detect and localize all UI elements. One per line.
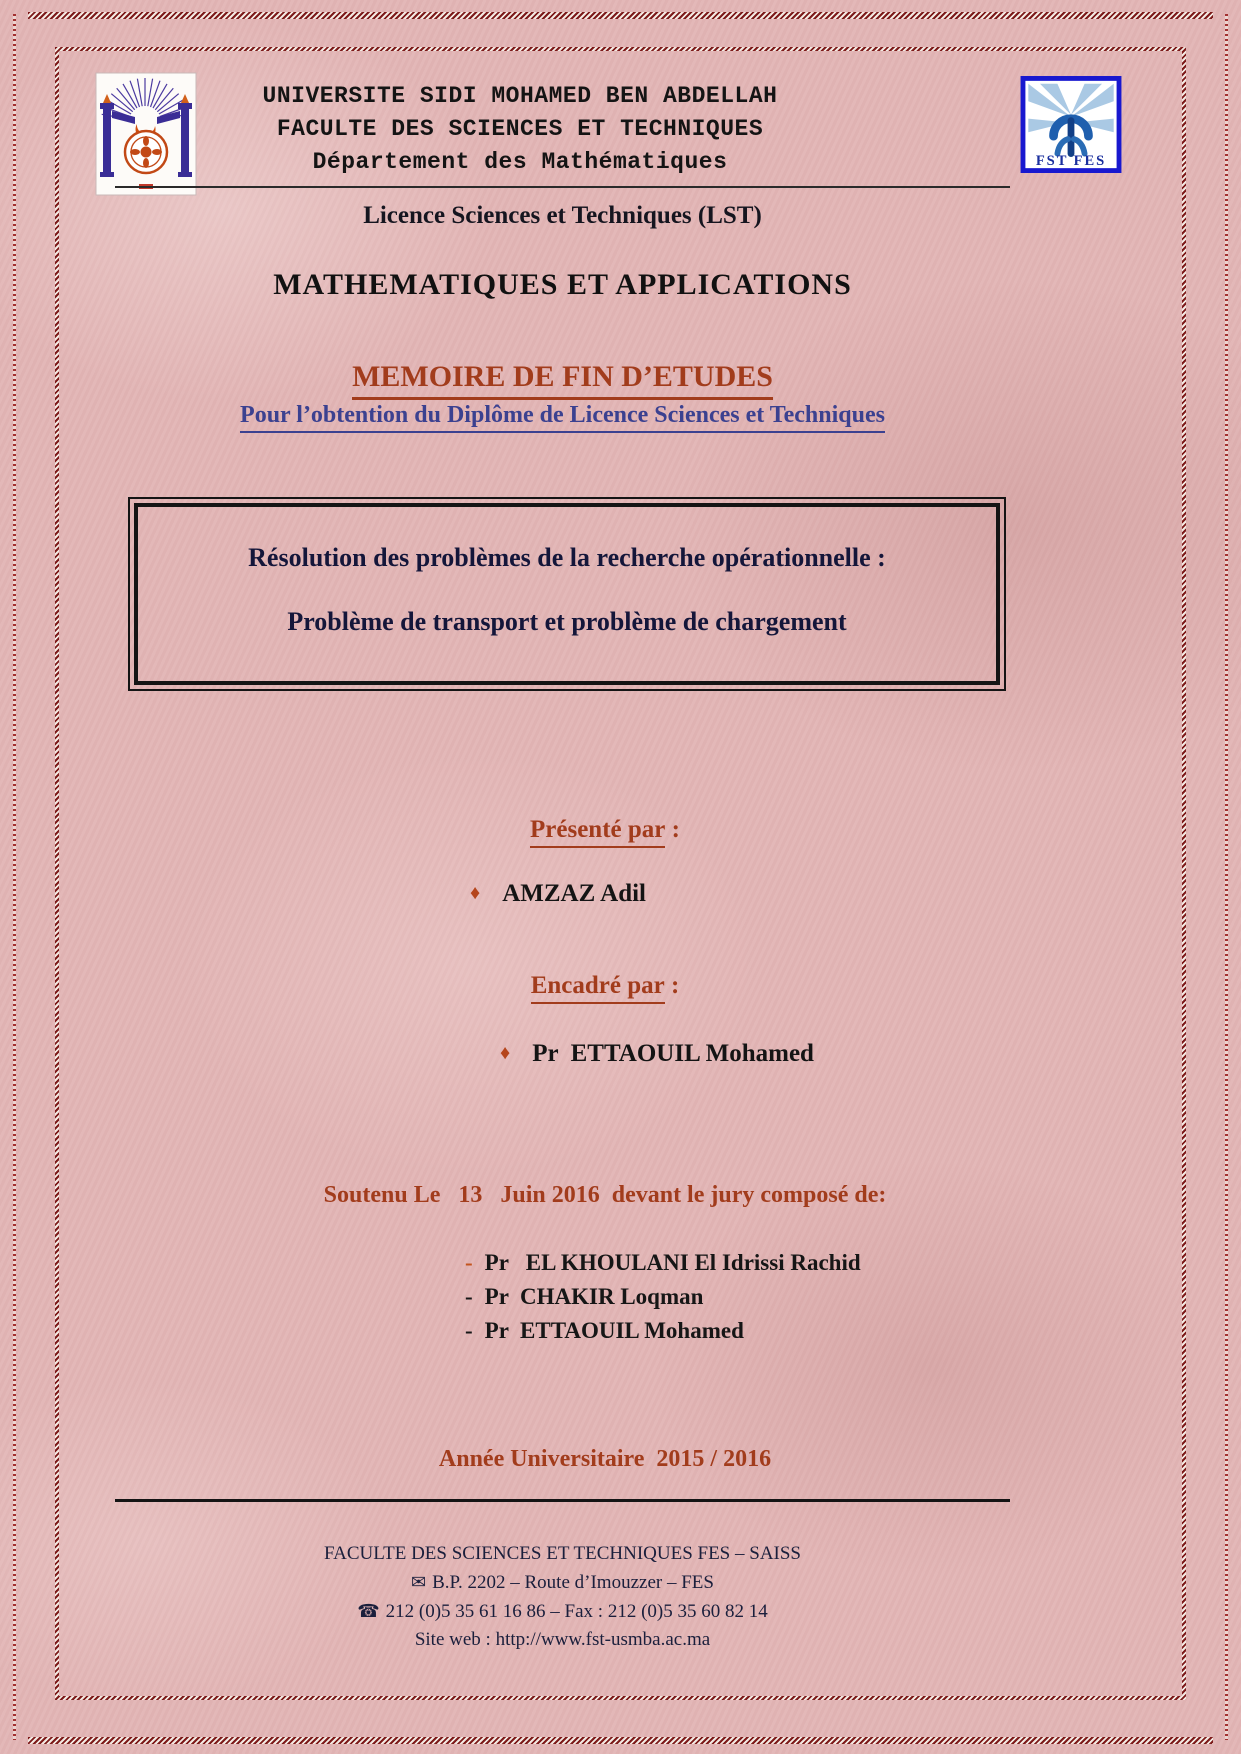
jury-dash: -: [465, 1250, 473, 1275]
program-title: Licence Sciences et Techniques (LST): [363, 202, 762, 229]
page-border-left: [13, 14, 16, 1740]
university-emblem-logo: [95, 72, 197, 196]
author-name: AMZAZ Adil: [502, 880, 646, 907]
phone-icon: ☎: [357, 1601, 380, 1621]
footer-address-line: [115, 1568, 1010, 1597]
supervisor-name: Pr ETTAOUIL Mohamed: [532, 1040, 814, 1067]
supervised-by-colon: :: [664, 972, 680, 999]
jury-member-name: Pr CHAKIR Loqman: [484, 1284, 704, 1309]
presented-by-label: Présenté par: [530, 816, 665, 848]
footer-rule: [115, 1499, 1010, 1502]
footer-block: [115, 1540, 1010, 1654]
jury-member-name: Pr EL KHOULANI El Idrissi Rachid: [484, 1250, 861, 1275]
footer-website-line: Site web : http://www.fst-usmba.ac.ma: [414, 1629, 711, 1650]
academic-year-line: Année Universitaire 2015 / 2016: [438, 1446, 772, 1472]
memoire-title: [115, 360, 1010, 400]
memoire-title-text: MEMOIRE DE FIN D’ETUDES: [352, 360, 773, 400]
header-rule: [115, 186, 1010, 188]
diamond-bullet-icon: ♦: [500, 1042, 511, 1064]
jury-list: [465, 1246, 861, 1348]
thesis-title-box: [128, 497, 1006, 691]
memoire-subtitle: [115, 402, 1010, 433]
jury-member-row: [465, 1246, 861, 1280]
thesis-title-line2: Problème de transport et problème de chargement: [287, 607, 847, 636]
presented-by-heading: [160, 816, 1050, 848]
thesis-title-line1: Résolution des problèmes de la recherche opérationnelle :: [248, 543, 886, 572]
university-name: UNIVERSITE SIDI MOHAMED BEN ABDELLAH: [262, 83, 778, 109]
fst-fes-logo: [1020, 76, 1122, 173]
thesis-title-box-inner: [134, 503, 1000, 685]
footer-address-text: B.P. 2202 – Route d’Imouzzer – FES: [432, 1572, 714, 1593]
page-border-top: [28, 12, 1213, 19]
supervised-by-heading: [160, 972, 1050, 1004]
footer-phone-line: [115, 1597, 1010, 1626]
jury-dash: -: [465, 1318, 473, 1343]
university-header-text: [190, 80, 850, 179]
author-row: [470, 880, 646, 908]
faculty-name: FACULTE DES SCIENCES ET TECHNIQUES: [276, 116, 764, 142]
jury-member-row: [465, 1280, 861, 1314]
fst-logo-label: FST FES: [1035, 153, 1107, 170]
presented-by-colon: :: [665, 816, 680, 843]
jury-member-name: Pr ETTAOUIL Mohamed: [484, 1318, 744, 1343]
department-name: Département des Mathématiques: [312, 149, 728, 175]
page-border-bottom: [28, 1737, 1213, 1744]
supervisor-row: [500, 1040, 814, 1068]
defense-date-line: Soutenu Le 13 Juin 2016 devant le jury composé de:: [323, 1182, 887, 1208]
footer-faculty-line: FACULTE DES SCIENCES ET TECHNIQUES FES – SAISS: [323, 1543, 801, 1564]
mail-icon: ✉: [411, 1572, 427, 1592]
supervised-by-label: Encadré par: [531, 972, 665, 1004]
diamond-bullet-icon: ♦: [470, 882, 481, 904]
page-border-right: [1225, 14, 1228, 1740]
memoire-subtitle-text: Pour l’obtention du Diplôme de Licence Sciences et Techniques: [240, 402, 885, 433]
jury-member-row: [465, 1314, 861, 1348]
specialty-title: MATHEMATIQUES ET APPLICATIONS: [273, 268, 852, 301]
jury-dash: -: [465, 1284, 473, 1309]
footer-phone-text: 212 (0)5 35 61 16 86 – Fax : 212 (0)5 35 60 82 14: [385, 1601, 768, 1622]
